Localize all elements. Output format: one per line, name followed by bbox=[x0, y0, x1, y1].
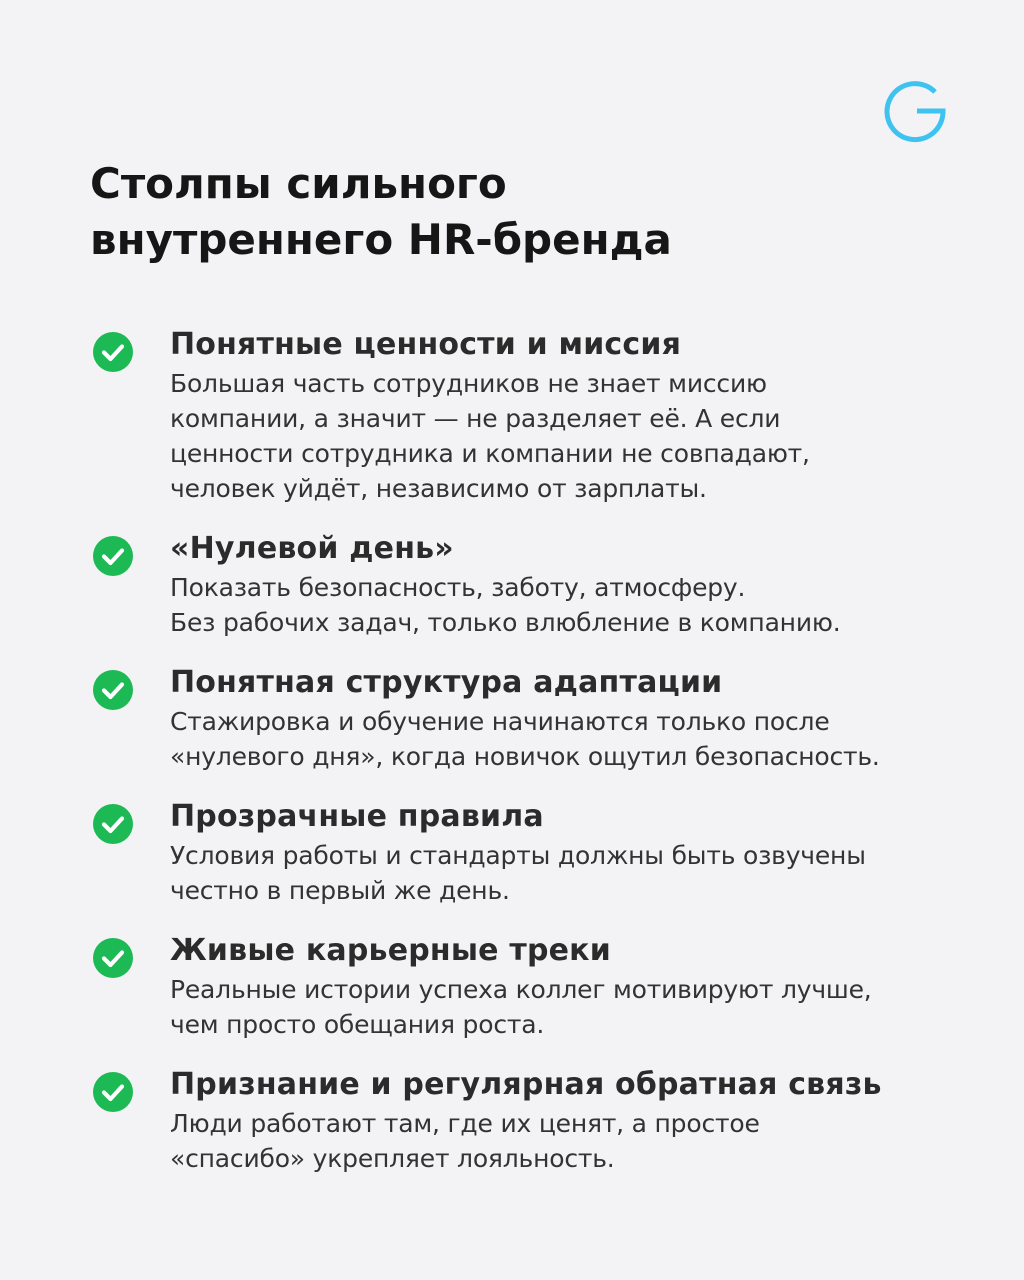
item-description-line: Реальные истории успеха коллег мотивируют лучше, bbox=[170, 975, 872, 1004]
item-title: Признание и регулярная обратная связь bbox=[170, 1067, 882, 1102]
item-description-line: «спасибо» укрепляет лояльность. bbox=[170, 1144, 615, 1173]
pillars-list bbox=[92, 324, 972, 1198]
item-description-line: Люди работают там, где их ценят, а простое bbox=[170, 1109, 760, 1138]
page-title-line-2: внутреннего HR-бренда bbox=[90, 215, 672, 264]
item-description-line: ценности сотрудника и компании не совпадают, bbox=[170, 439, 810, 468]
item-description-line: чем просто обещания роста. bbox=[170, 1010, 545, 1039]
item-description-line: Стажировка и обучение начинаются только после bbox=[170, 707, 830, 736]
item-description-line: честно в первый же день. bbox=[170, 876, 510, 905]
check-circle-icon bbox=[92, 803, 134, 845]
item-title: «Нулевой день» bbox=[170, 531, 454, 566]
check-circle-icon bbox=[92, 331, 134, 373]
item-title: Живые карьерные треки bbox=[170, 933, 611, 968]
item-description-line: Условия работы и стандарты должны быть озвучены bbox=[170, 841, 866, 870]
list-item bbox=[92, 930, 972, 1042]
check-circle-icon bbox=[92, 535, 134, 577]
check-circle-icon bbox=[92, 1071, 134, 1113]
item-description bbox=[170, 1106, 972, 1176]
item-description bbox=[170, 366, 972, 506]
list-item bbox=[92, 324, 972, 506]
item-description bbox=[170, 704, 972, 774]
page-title-line-1: Столпы сильного bbox=[90, 159, 507, 208]
g-letter-logo-icon bbox=[882, 78, 948, 144]
item-description bbox=[170, 838, 972, 908]
item-description-line: компании, а значит — не разделяет её. А если bbox=[170, 404, 781, 433]
check-circle-icon bbox=[92, 669, 134, 711]
item-description bbox=[170, 972, 972, 1042]
check-circle-icon bbox=[92, 937, 134, 979]
list-item bbox=[92, 662, 972, 774]
item-description-line: «нулевого дня», когда новичок ощутил безопасность. bbox=[170, 742, 880, 771]
item-title: Понятные ценности и миссия bbox=[170, 327, 682, 362]
item-title: Понятная структура адаптации bbox=[170, 665, 723, 700]
page-title bbox=[90, 156, 950, 268]
list-item bbox=[92, 1064, 972, 1176]
item-description bbox=[170, 570, 972, 640]
list-item bbox=[92, 796, 972, 908]
item-description-line: Без рабочих задач, только влюбление в компанию. bbox=[170, 608, 841, 637]
item-description-line: человек уйдёт, независимо от зарплаты. bbox=[170, 474, 707, 503]
list-item bbox=[92, 528, 972, 640]
item-description-line: Большая часть сотрудников не знает миссию bbox=[170, 369, 767, 398]
item-description-line: Показать безопасность, заботу, атмосферу. bbox=[170, 573, 746, 602]
item-title: Прозрачные правила bbox=[170, 799, 544, 834]
